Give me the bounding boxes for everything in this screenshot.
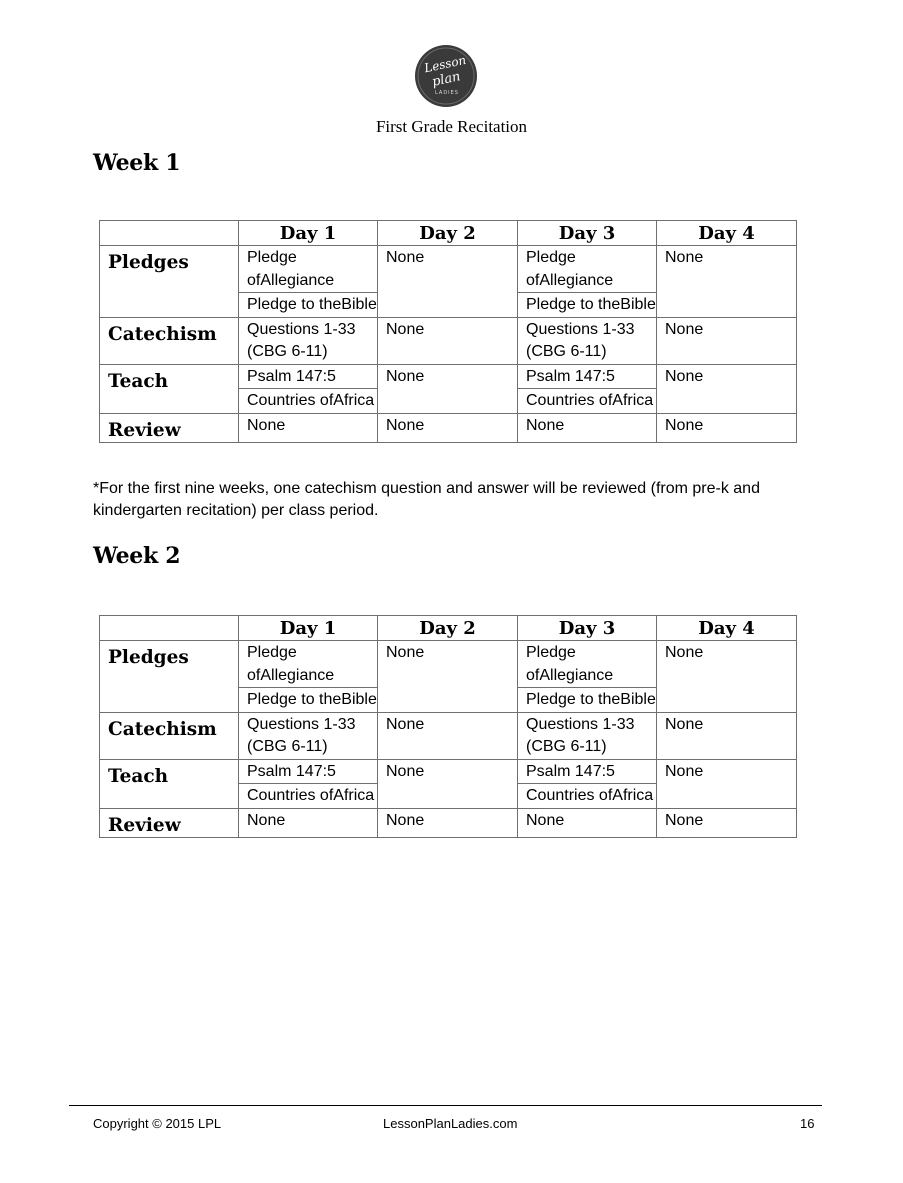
- footer-page-number: 16: [800, 1116, 815, 1131]
- cell-line: None: [386, 644, 425, 661]
- cell-catechism-day-4: [657, 317, 797, 364]
- cell-teach-day-2: [378, 364, 518, 413]
- logo-word-2: plan: [430, 69, 462, 90]
- cell-catechism-day-2: [378, 317, 518, 364]
- cell-item: [239, 365, 377, 389]
- cell-line: None: [386, 715, 425, 733]
- cell-review-day-2: [378, 808, 518, 837]
- cell-item: [239, 641, 377, 687]
- cell-item: [239, 292, 377, 317]
- cell-line: Psalm 147:5: [247, 762, 336, 780]
- cell-item: [239, 687, 377, 712]
- column-header-2: Day 2: [378, 221, 518, 246]
- cell-line: Pledge to the: [247, 296, 342, 313]
- row-label-review: Review: [100, 808, 239, 837]
- row-label-teach: Teach: [100, 759, 239, 808]
- cell-line: Psalm 147:5: [526, 367, 615, 385]
- cell-review-day-1: [239, 808, 378, 837]
- column-header-3: Day 3: [518, 221, 657, 246]
- cell-pledges-day-2: [378, 641, 518, 713]
- cell-item: [518, 783, 656, 808]
- page-subtitle: First Grade Recitation: [375, 117, 528, 136]
- cell-line: Questions 1-33: [247, 320, 356, 338]
- cell-pledges-day-2: [378, 246, 518, 318]
- cell-catechism-day-3: [518, 317, 657, 364]
- footer-rule: [69, 1105, 822, 1106]
- cell-review-day-2: [378, 413, 518, 442]
- cell-review-day-3: [518, 413, 657, 442]
- footnote-line-2: kindergarten recitation) per class period.: [93, 502, 379, 519]
- row-pledges: [100, 246, 797, 318]
- cell-item: [239, 783, 377, 808]
- cell-line: Bible: [341, 691, 377, 708]
- cell-item: [518, 687, 656, 712]
- cell-pledges-day-3: [518, 246, 657, 318]
- cell-line: Countries of: [526, 787, 613, 804]
- corner-cell: [100, 616, 239, 641]
- column-header-1: Day 1: [239, 221, 378, 246]
- cell-line: Pledge to the: [526, 296, 621, 313]
- cell-line: Pledge of: [247, 644, 297, 684]
- cell-teach-day-2: [378, 759, 518, 808]
- cell-catechism-day-2: [378, 712, 518, 759]
- cell-line: None: [386, 320, 425, 338]
- week-2-title: Week 2: [93, 543, 181, 569]
- cell-line: None: [386, 762, 425, 780]
- cell-line: Allegiance: [539, 271, 614, 289]
- cell-line: None: [665, 715, 704, 733]
- cell-teach-day-4: [657, 759, 797, 808]
- cell-pledges-day-3: [518, 641, 657, 713]
- cell-item: [518, 246, 656, 292]
- cell-line: Allegiance: [539, 666, 614, 684]
- cell-review-day-4: [657, 808, 797, 837]
- cell-item: [518, 760, 656, 784]
- row-label-catechism: Catechism: [100, 317, 239, 364]
- cell-line: None: [665, 249, 704, 266]
- cell-review-day-1: [239, 413, 378, 442]
- cell-line: (CBG 6-11): [247, 738, 328, 755]
- cell-pledges-day-1: [239, 641, 378, 713]
- cell-pledges-day-4: [657, 246, 797, 318]
- cell-line: None: [386, 249, 425, 266]
- cell-line: Africa: [333, 392, 375, 409]
- cell-teach-day-1: [239, 364, 378, 413]
- cell-line: None: [665, 644, 704, 661]
- cell-line: Allegiance: [260, 271, 335, 289]
- footnote-line-1: *For the first nine weeks, one catechism question and answer will be reviewed (from pre-k and: [93, 480, 760, 497]
- cell-item: [239, 246, 377, 292]
- cell-line: None: [665, 416, 704, 434]
- cell-line: Pledge of: [526, 644, 576, 684]
- cell-line: Africa: [612, 787, 654, 804]
- row-catechism: [100, 317, 797, 364]
- cell-line: Africa: [612, 392, 654, 409]
- cell-line: Pledge of: [247, 249, 297, 289]
- row-label-pledges: Pledges: [100, 246, 239, 318]
- row-teach: [100, 364, 797, 413]
- footnote: [93, 478, 813, 522]
- cell-line: (CBG 6-11): [526, 343, 607, 360]
- week-2-table: [99, 615, 797, 838]
- cell-item: [239, 388, 377, 413]
- header-row: [100, 221, 797, 246]
- cell-line: Countries of: [247, 392, 334, 409]
- cell-line: (CBG 6-11): [526, 738, 607, 755]
- column-header-4: Day 4: [657, 616, 797, 641]
- cell-line: Questions 1-33: [526, 715, 635, 733]
- cell-line: None: [665, 811, 704, 829]
- logo-word-3: LADIES: [435, 90, 459, 96]
- cell-line: Pledge to the: [247, 691, 342, 708]
- cell-item: [518, 365, 656, 389]
- week-1-table: [99, 220, 797, 443]
- cell-line: Psalm 147:5: [526, 762, 615, 780]
- column-header-3: Day 3: [518, 616, 657, 641]
- cell-line: Allegiance: [260, 666, 335, 684]
- cell-line: (CBG 6-11): [247, 343, 328, 360]
- cell-catechism-day-1: [239, 712, 378, 759]
- cell-line: None: [665, 320, 704, 338]
- cell-line: None: [247, 811, 286, 829]
- row-label-teach: Teach: [100, 364, 239, 413]
- row-label-pledges: Pledges: [100, 641, 239, 713]
- cell-line: None: [386, 811, 425, 829]
- cell-teach-day-3: [518, 759, 657, 808]
- cell-line: Psalm 147:5: [247, 367, 336, 385]
- row-teach: [100, 759, 797, 808]
- cell-line: Questions 1-33: [526, 320, 635, 338]
- column-header-1: Day 1: [239, 616, 378, 641]
- cell-item: [518, 641, 656, 687]
- cell-catechism-day-4: [657, 712, 797, 759]
- cell-line: None: [665, 762, 704, 780]
- cell-line: None: [665, 367, 704, 385]
- cell-teach-day-1: [239, 759, 378, 808]
- footer-copyright: Copyright © 2015 LPL: [93, 1116, 222, 1131]
- cell-line: Africa: [333, 787, 375, 804]
- cell-pledges-day-4: [657, 641, 797, 713]
- cell-line: Questions 1-33: [247, 715, 356, 733]
- cell-review-day-4: [657, 413, 797, 442]
- column-header-2: Day 2: [378, 616, 518, 641]
- cell-line: Countries of: [247, 787, 334, 804]
- cell-teach-day-4: [657, 364, 797, 413]
- cell-item: [518, 292, 656, 317]
- week-1-title: Week 1: [93, 150, 181, 176]
- row-catechism: [100, 712, 797, 759]
- cell-line: Pledge to the: [526, 691, 621, 708]
- cell-line: None: [526, 811, 565, 829]
- column-header-4: Day 4: [657, 221, 797, 246]
- cell-line: None: [526, 416, 565, 434]
- lesson-plan-ladies-logo: [414, 44, 478, 108]
- cell-item: [239, 760, 377, 784]
- corner-cell: [100, 221, 239, 246]
- cell-review-day-3: [518, 808, 657, 837]
- cell-line: Bible: [620, 296, 656, 313]
- cell-line: None: [247, 416, 286, 434]
- header-row: [100, 616, 797, 641]
- logo-word-1: Lesson: [423, 52, 468, 76]
- row-label-review: Review: [100, 413, 239, 442]
- cell-line: Countries of: [526, 392, 613, 409]
- footer-site: LessonPlanLadies.com: [383, 1116, 518, 1131]
- row-pledges: [100, 641, 797, 713]
- cell-item: [518, 388, 656, 413]
- cell-catechism-day-3: [518, 712, 657, 759]
- row-review: [100, 808, 797, 837]
- cell-line: None: [386, 367, 425, 385]
- cell-line: Bible: [620, 691, 656, 708]
- row-review: [100, 413, 797, 442]
- cell-line: Pledge of: [526, 249, 576, 289]
- cell-teach-day-3: [518, 364, 657, 413]
- cell-catechism-day-1: [239, 317, 378, 364]
- row-label-catechism: Catechism: [100, 712, 239, 759]
- cell-line: Bible: [341, 296, 377, 313]
- cell-line: None: [386, 416, 425, 434]
- cell-pledges-day-1: [239, 246, 378, 318]
